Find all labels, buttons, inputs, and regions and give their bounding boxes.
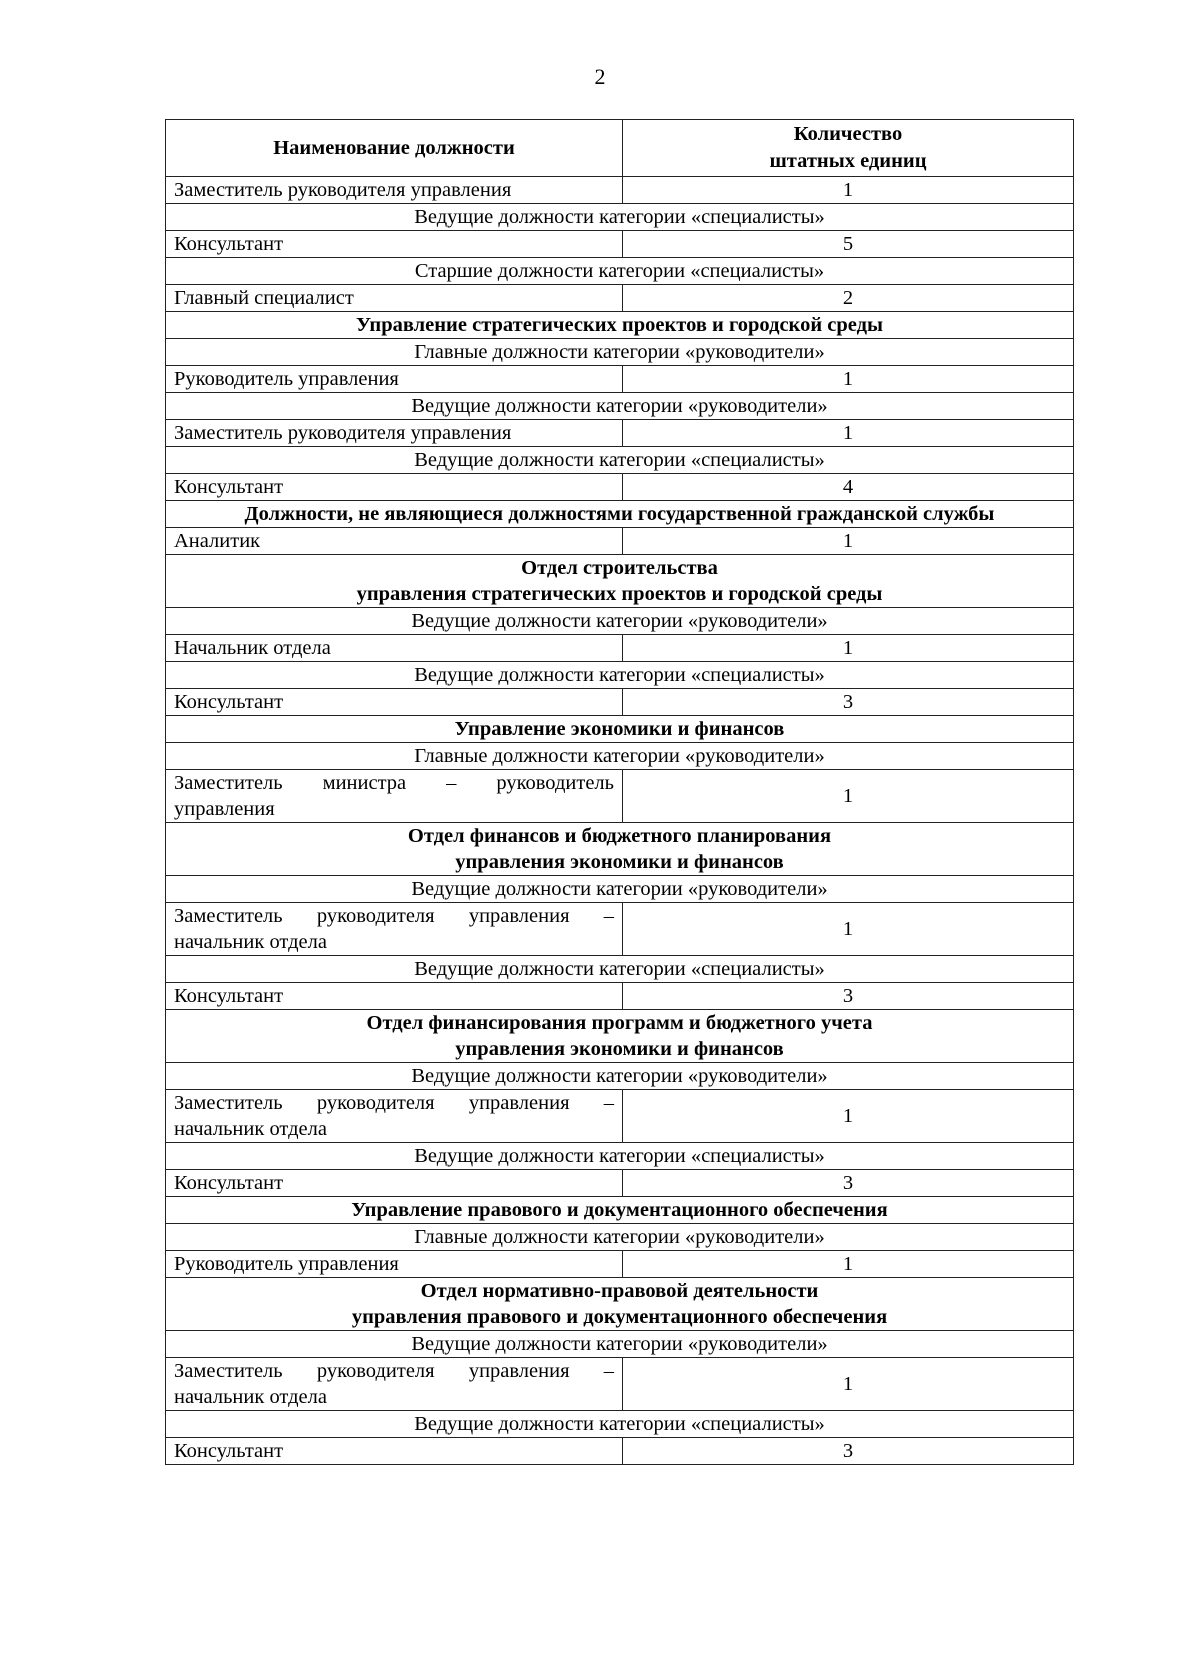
header-unit-count-line1: Количество [793, 123, 903, 145]
section-heading-line: Управление экономики и финансов [454, 718, 785, 740]
position-name: Заместитель руководителя управления [166, 177, 623, 204]
table-row-category [166, 1143, 1074, 1170]
section-heading [166, 555, 1074, 608]
position-count: 3 [623, 689, 1074, 716]
position-name: Заместитель руководителя управления – начальник отдела [166, 1090, 623, 1143]
section-heading-line: управления экономики и финансов [455, 1038, 784, 1060]
category-label: Ведущие должности категории «руководители» [166, 393, 1074, 420]
table-header-row [166, 120, 1074, 177]
category-label: Главные должности категории «руководители» [166, 339, 1074, 366]
section-heading-line: Управление стратегических проектов и городской среды [356, 314, 883, 336]
table-row-category [166, 339, 1074, 366]
position-count: 1 [623, 635, 1074, 662]
table-row-position [166, 1090, 1074, 1143]
table-row-category [166, 662, 1074, 689]
position-count: 4 [623, 474, 1074, 501]
section-heading [166, 823, 1074, 876]
table-row-category [166, 608, 1074, 635]
table-row-position [166, 1438, 1074, 1465]
table-row-position [166, 1358, 1074, 1411]
category-label: Ведущие должности категории «специалисты» [166, 662, 1074, 689]
table-row-category [166, 1411, 1074, 1438]
section-heading-line: Отдел нормативно-правовой деятельности [420, 1280, 819, 1302]
position-count: 1 [623, 1090, 1074, 1143]
staffing-table [165, 119, 1074, 1465]
table-row-category [166, 447, 1074, 474]
position-name: Заместитель руководителя управления – начальник отдела [166, 903, 623, 956]
table-row-category [166, 956, 1074, 983]
header-unit-count [623, 120, 1074, 177]
category-label: Ведущие должности категории «специалисты» [166, 204, 1074, 231]
table-row-position [166, 1170, 1074, 1197]
category-label: Ведущие должности категории «специалисты» [166, 1411, 1074, 1438]
section-heading-line: управления правового и документационного обеспечения [351, 1306, 888, 1328]
position-name: Консультант [166, 1438, 623, 1465]
table-row-category [166, 393, 1074, 420]
position-count: 3 [623, 983, 1074, 1010]
table-row-category [166, 204, 1074, 231]
position-count: 2 [623, 285, 1074, 312]
section-heading-line: Отдел финансирования программ и бюджетного учета [366, 1012, 873, 1034]
category-label: Ведущие должности категории «руководители» [166, 876, 1074, 903]
table-row-position [166, 420, 1074, 447]
table-row-position [166, 1251, 1074, 1278]
table-row-category [166, 876, 1074, 903]
position-count: 5 [623, 231, 1074, 258]
table-row-position [166, 366, 1074, 393]
section-heading-line: Отдел строительства [521, 557, 718, 579]
position-count: 1 [623, 1251, 1074, 1278]
position-name: Заместитель министра – руководитель управления [166, 770, 623, 823]
section-heading [166, 312, 1074, 339]
section-heading [166, 716, 1074, 743]
position-count: 1 [623, 177, 1074, 204]
position-name: Консультант [166, 689, 623, 716]
position-count: 1 [623, 528, 1074, 555]
table-row-section [166, 1010, 1074, 1063]
header-position-name: Наименование должности [166, 120, 623, 177]
category-label: Главные должности категории «руководители» [166, 1224, 1074, 1251]
category-label: Ведущие должности категории «руководители» [166, 608, 1074, 635]
position-name: Консультант [166, 983, 623, 1010]
section-heading [166, 1278, 1074, 1331]
table-body [166, 177, 1074, 1465]
category-label: Ведущие должности категории «руководители» [166, 1331, 1074, 1358]
header-unit-count-line2: штатных единиц [769, 150, 927, 172]
table-row-position [166, 983, 1074, 1010]
category-label: Ведущие должности категории «специалисты» [166, 956, 1074, 983]
table-row-section [166, 501, 1074, 528]
position-count: 1 [623, 903, 1074, 956]
position-count: 3 [623, 1170, 1074, 1197]
table-row-section [166, 716, 1074, 743]
table-row-category [166, 1063, 1074, 1090]
position-name: Консультант [166, 474, 623, 501]
page-number: 2 [594, 64, 606, 89]
position-count: 1 [623, 420, 1074, 447]
section-heading [166, 1010, 1074, 1063]
table-row-category [166, 1224, 1074, 1251]
table-row-position [166, 177, 1074, 204]
position-count: 1 [623, 770, 1074, 823]
table-row-section [166, 312, 1074, 339]
position-count: 3 [623, 1438, 1074, 1465]
category-label: Главные должности категории «руководители» [166, 743, 1074, 770]
table-row-section [166, 555, 1074, 608]
category-label: Старшие должности категории «специалисты» [166, 258, 1074, 285]
table-row-position [166, 635, 1074, 662]
category-label: Ведущие должности категории «руководители» [166, 1063, 1074, 1090]
table-row-category [166, 743, 1074, 770]
table-row-section [166, 1278, 1074, 1331]
category-label: Ведущие должности категории «специалисты» [166, 447, 1074, 474]
table-row-position [166, 770, 1074, 823]
table-row-position [166, 689, 1074, 716]
table-row-position [166, 474, 1074, 501]
position-name: Заместитель руководителя управления [166, 420, 623, 447]
position-name: Консультант [166, 231, 623, 258]
category-label: Ведущие должности категории «специалисты» [166, 1143, 1074, 1170]
table-row-section [166, 1197, 1074, 1224]
position-name: Заместитель руководителя управления – начальник отдела [166, 1358, 623, 1411]
table-row-category [166, 1331, 1074, 1358]
section-heading-line: управления стратегических проектов и городской среды [356, 583, 883, 605]
table-row-position [166, 231, 1074, 258]
section-heading-line: Отдел финансов и бюджетного планирования [407, 825, 832, 847]
section-heading-line: управления экономики и финансов [455, 851, 784, 873]
position-name: Аналитик [166, 528, 623, 555]
section-heading-line: Должности, не являющиеся должностями государственной гражданской службы [244, 503, 995, 525]
table-row-position [166, 528, 1074, 555]
table-row-category [166, 258, 1074, 285]
position-name: Руководитель управления [166, 1251, 623, 1278]
position-name: Консультант [166, 1170, 623, 1197]
position-count: 1 [623, 366, 1074, 393]
table-row-position [166, 903, 1074, 956]
position-name: Начальник отдела [166, 635, 623, 662]
section-heading [166, 501, 1074, 528]
table-row-section [166, 823, 1074, 876]
position-name: Руководитель управления [166, 366, 623, 393]
section-heading [166, 1197, 1074, 1224]
section-heading-line: Управление правового и документационного обеспечения [351, 1199, 888, 1221]
position-name: Главный специалист [166, 285, 623, 312]
position-count: 1 [623, 1358, 1074, 1411]
table-row-position [166, 285, 1074, 312]
